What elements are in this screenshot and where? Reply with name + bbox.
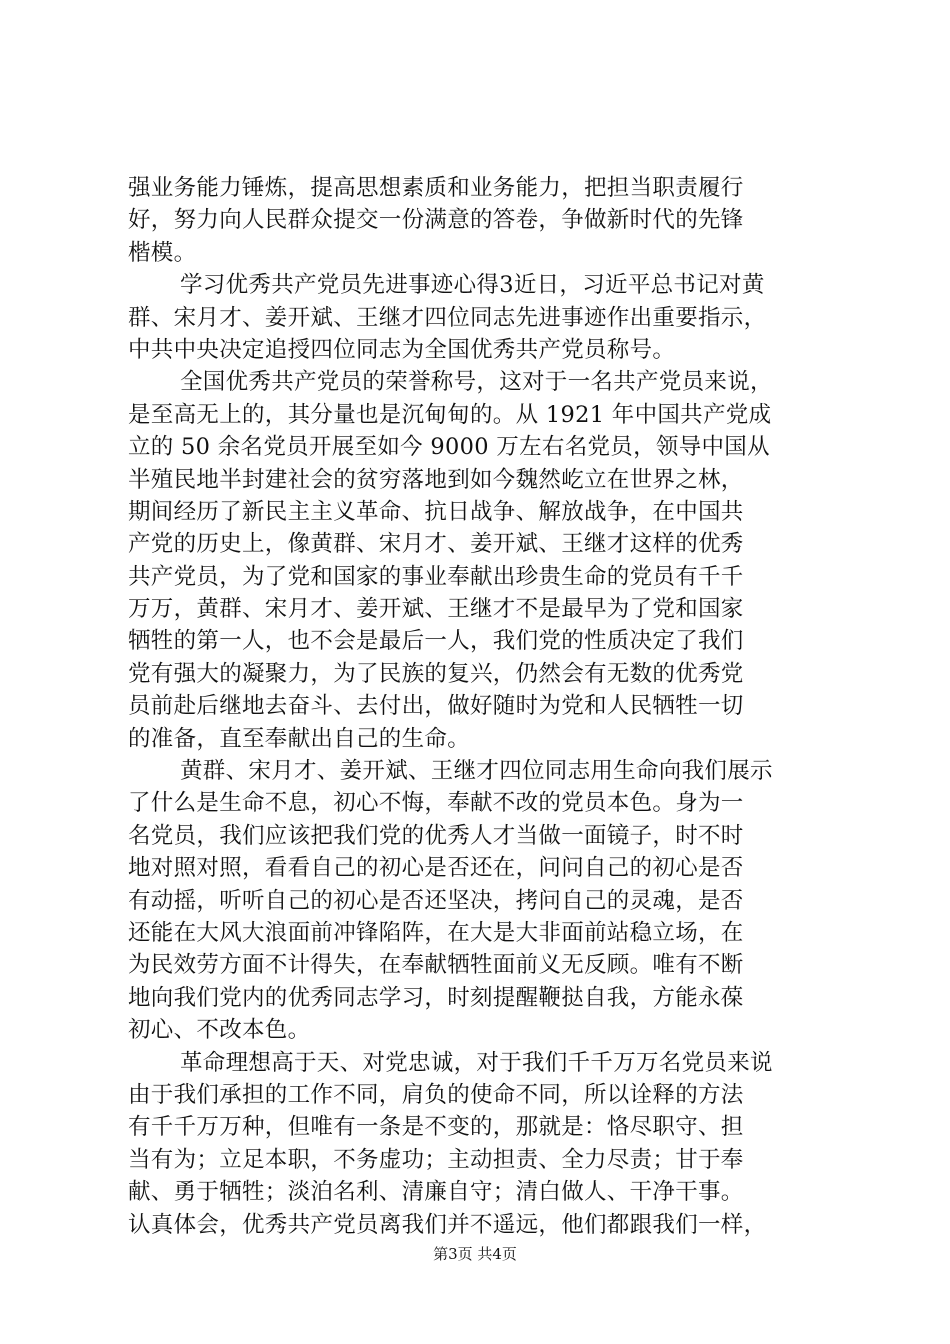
paragraph-start-line: 黄群、宋月才、姜开斌、王继才四位同志用生命向我们展示 — [180, 758, 773, 785]
text-line: 产党的历史上，像黄群、宋月才、姜开斌、王继才这样的优秀 — [128, 531, 744, 558]
text-line: 的准备，直至奉献出自己的生命。 — [128, 725, 471, 752]
text-line: 员前赴后继地去奋斗、去付出，做好随时为党和人民牺牲一切 — [128, 693, 744, 720]
text-line: 由于我们承担的工作不同，肩负的使命不同，所以诠释的方法 — [128, 1081, 744, 1108]
text-line: 了什么是生命不息，初心不悔，奉献不改的党员本色。身为一 — [128, 790, 744, 817]
text-line: 立的 50 余名党员开展至如今 9000 万左右名党员，领导中国从 — [128, 434, 770, 461]
page-footer: 第3页 共4页 — [433, 1245, 517, 1263]
text-line: 期间经历了新民主主义革命、抗日战争、解放战争，在中国共 — [128, 498, 744, 525]
text-line: 群、宋月才、姜开斌、王继才四位同志先进事迹作出重要指示， — [128, 304, 767, 331]
text-line: 还能在大风大浪面前冲锋陷阵，在大是大非面前站稳立场，在 — [128, 919, 744, 946]
text-line: 地对照对照，看看自己的初心是否还在，问问自己的初心是否 — [128, 855, 744, 882]
text-line: 好，努力向人民群众提交一份满意的答卷，争做新时代的先锋 — [128, 207, 744, 234]
paragraph-start-line: 革命理想高于天、对党忠诚，对于我们千千万万名党员来说 — [180, 1049, 773, 1076]
body-text — [128, 172, 828, 1241]
text-line: 半殖民地半封建社会的贫穷落地到如今魏然屹立在世界之林， — [128, 466, 744, 493]
text-line: 强业务能力锤炼，提高思想素质和业务能力，把担当职责履行 — [128, 175, 744, 201]
paragraph-start-line: 全国优秀共产党员的荣誉称号，这对于一名共产党员来说， — [180, 369, 773, 396]
text-line: 是至高无上的，其分量也是沉甸甸的。从 1921 年中国共产党成 — [128, 401, 772, 428]
text-line: 牺牲的第一人，也不会是最后一人，我们党的性质决定了我们 — [128, 628, 744, 655]
text-line: 献、勇于牺牲；淡泊名利、清廉自守；清白做人、干净干事。 — [128, 1179, 744, 1206]
text-line: 万万，黄群、宋月才、姜开斌、王继才不是最早为了党和国家 — [128, 596, 744, 623]
text-line: 有千千万万种，但唯有一条是不变的，那就是：恪尽职守、担 — [128, 1114, 744, 1141]
text-line: 名党员，我们应该把我们党的优秀人才当做一面镜子，时不时 — [128, 822, 744, 849]
text-line: 党有强大的凝聚力，为了民族的复兴，仍然会有无数的优秀党 — [128, 660, 744, 687]
text-line: 当有为；立足本职，不务虚功；主动担责、全力尽责；甘于奉 — [128, 1146, 744, 1173]
text-line: 有动摇，听听自己的初心是否还坚决，拷问自己的灵魂，是否 — [128, 887, 744, 914]
text-line: 共产党员，为了党和国家的事业奉献出珍贵生命的党员有千千 — [128, 563, 744, 590]
text-line: 认真体会，优秀共产党员离我们并不遥远，他们都跟我们一样， — [128, 1211, 767, 1238]
text-line: 中共中央决定追授四位同志为全国优秀共产党员称号。 — [128, 336, 676, 363]
text-line: 地向我们党内的优秀同志学习，时刻提醒鞭挞自我，方能永葆 — [128, 984, 744, 1011]
text-line: 楷模。 — [128, 239, 197, 266]
paragraph-start-line: 学习优秀共产党员先进事迹心得3近日，习近平总书记对黄 — [180, 272, 765, 299]
text-line: 初心、不改本色。 — [128, 1017, 311, 1044]
text-line: 为民效劳方面不计得失，在奉献牺牲面前义无反顾。唯有不断 — [128, 952, 744, 979]
